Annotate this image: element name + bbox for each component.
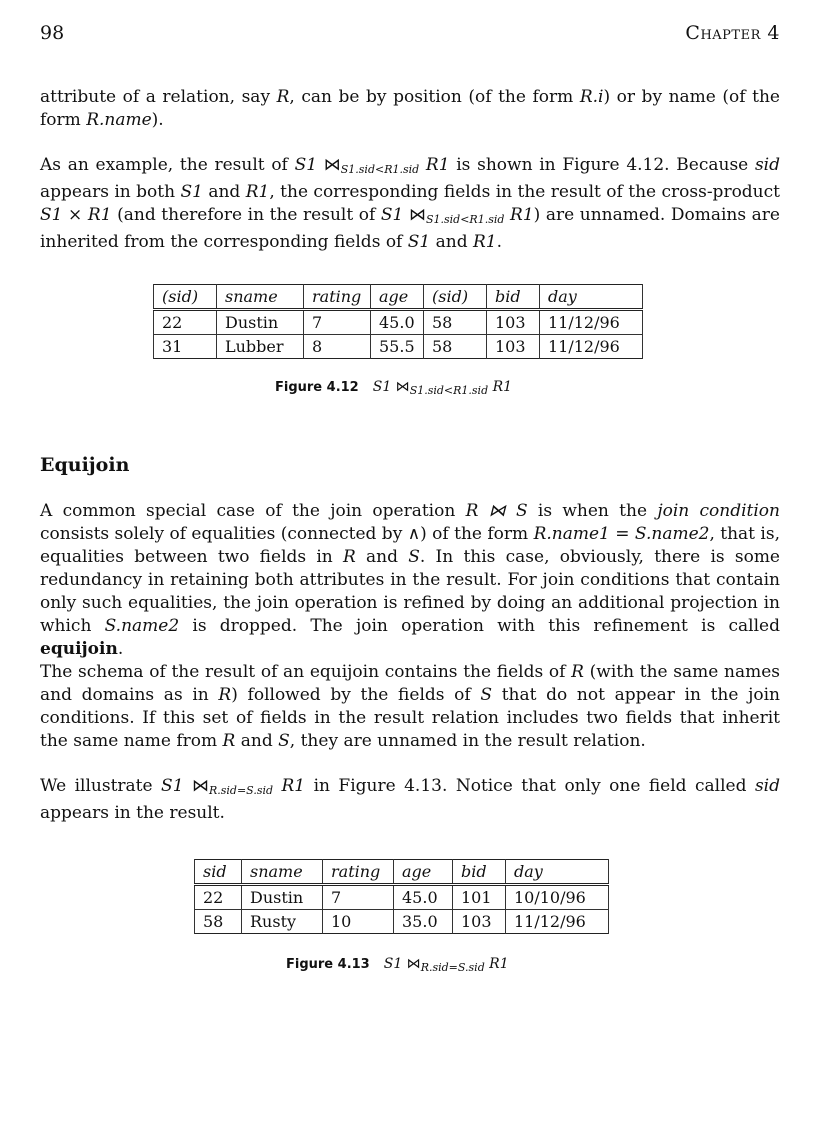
column-header: sname [217,285,304,310]
column-header: (sid) [154,285,217,310]
table-cell: 45.0 [371,310,424,335]
chapter-title: Chapter 4 [685,22,780,44]
table-cell: 10/10/96 [506,885,609,910]
table-cell: 103 [487,310,540,335]
table-cell: Lubber [217,335,304,359]
table-cell: 7 [304,310,371,335]
figure-4-12-caption: Figure 4.12 S1 $⋈_{S1.sid<R1.sid}$ R1 [275,379,513,397]
table-cell: 22 [154,310,217,335]
table-cell: 10 [323,910,394,934]
table-cell: 58 [424,335,487,359]
column-header: rating [323,860,394,885]
figure-4-13-caption: Figure 4.13 S1 $⋈_{R.sid=S.sid}$ R1 [286,956,509,974]
table-cell: 101 [453,885,506,910]
table-header-row [195,860,609,885]
running-header [40,22,780,46]
table-row [154,335,643,359]
table-row [154,310,643,335]
column-header: rating [304,285,371,310]
paragraph-equijoin-definition: A common special case of the join operation R ⋈ S is when the join condition consists solely of equalities (connected by ∧) of the form R.name1 = S.name2, that is, equalities between two fields in R and S. In this case, obviously, there is some redundancy in retaining both attributes in the result. For join conditions that contain only such equalities, the join operation is refined by doing an additional projection in which S.name2 is dropped. The join operation with this refinement is called equijoin. [40,501,780,659]
table-cell: 11/12/96 [540,335,643,359]
page-number: 98 [40,22,65,44]
table-cell: Dustin [242,885,323,910]
column-header: (sid) [424,285,487,310]
section-heading-equijoin: Equijoin [40,454,130,476]
table-row [195,910,609,934]
table-cell: Rusty [242,910,323,934]
table-cell: Dustin [217,310,304,335]
paragraph-equijoin-schema: The schema of the result of an equijoin contains the fields of R (with the same names and domains as in R) followed by the fields of S that do not appear in the join conditions. If this set of fields in the result relation includes two fields that inherit the same name from R and S, they are unnamed in the result relation. [40,662,781,751]
paragraph-attribute-reference: attribute of a relation, say R, can be by position (of the form R.i) or by name (of the form R.name). [40,87,780,130]
table-cell: 58 [195,910,242,934]
table-cell: 11/12/96 [540,310,643,335]
column-header: bid [453,860,506,885]
table-row [195,885,609,910]
paragraph-cross-product-example: As an example, the result of S1 $⋈_{S1.sid<R1.sid}$ R1 is shown in Figure 4.12. Because sid appears in both S1 and R1, the corresponding fields in the result of the cross-product S1 × R1 (and therefore in the result of S1 $⋈_{S1.sid<R1.sid}$ R1) are unnamed. Domains are inherited from the corresponding fields of S1 and R1. [40,155,780,252]
column-header: day [540,285,643,310]
table-cell: 103 [453,910,506,934]
column-header: bid [487,285,540,310]
table-header-row [154,285,643,310]
table-cell: 35.0 [394,910,453,934]
column-header: sname [242,860,323,885]
table-cell: 55.5 [371,335,424,359]
column-header: day [506,860,609,885]
figure-4-12-table [153,284,643,359]
table-cell: 11/12/96 [506,910,609,934]
column-header: age [371,285,424,310]
table-cell: 45.0 [394,885,453,910]
column-header: age [394,860,453,885]
table-cell: 31 [154,335,217,359]
column-header: sid [195,860,242,885]
table-cell: 58 [424,310,487,335]
table-cell: 22 [195,885,242,910]
figure-4-13-table [194,859,609,934]
paragraph-equijoin-illustration: We illustrate S1 $⋈_{R.sid=S.sid}$ R1 in Figure 4.13. Notice that only one field called sid appears in the result. [40,776,780,823]
table-cell: 8 [304,335,371,359]
table-cell: 103 [487,335,540,359]
table-cell: 7 [323,885,394,910]
